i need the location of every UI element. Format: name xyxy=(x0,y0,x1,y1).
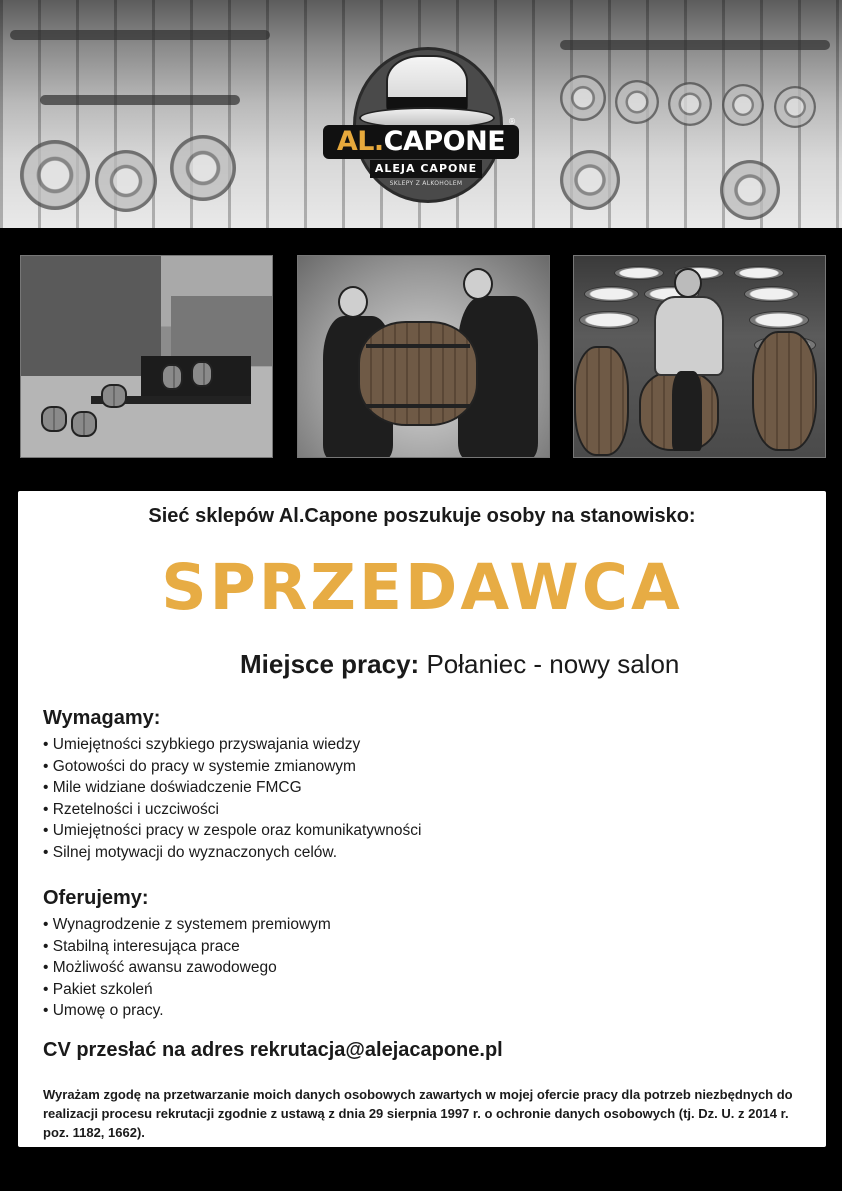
logo-wordmark: AL.CAPONE xyxy=(323,125,519,159)
position-title: SPRZEDAWCA xyxy=(161,551,683,624)
location-value: Połaniec - nowy salon xyxy=(426,649,680,679)
header-barrel xyxy=(20,140,90,210)
photo-man-on-barrels xyxy=(573,255,826,458)
cv-contact-line: CV przesłać na adres rekrutacja@alejacapone.pl xyxy=(43,1039,503,1061)
header-barrel xyxy=(560,150,620,210)
list-item: • Pakiet szkoleń xyxy=(43,980,153,998)
logo-subtitle: ALEJA CAPONE xyxy=(370,160,482,178)
header-barrel xyxy=(615,80,659,124)
offer-list xyxy=(43,914,331,1022)
list-item: • Umowę o pracy. xyxy=(43,1002,164,1020)
registered-mark: ® xyxy=(508,117,516,126)
header-barrel xyxy=(720,160,780,220)
list-item: • Umiejętności szybkiego przyswajania wiedzy xyxy=(43,736,361,753)
logo-tagline: SKLEPY Z ALKOHOLEM xyxy=(389,180,463,187)
list-item: • Silnej motywacji do wyznaczonych celów. xyxy=(43,843,338,861)
location-label: Miejsce pracy: xyxy=(240,649,420,679)
header-pipe xyxy=(10,30,270,40)
header-pipe xyxy=(560,40,830,50)
list-item: • Mile widziane doświadczenie FMCG xyxy=(43,779,302,797)
offer-title: Oferujemy: xyxy=(43,887,149,909)
header-pipe xyxy=(40,95,240,105)
header-barrel xyxy=(170,135,236,201)
requirements-title: Wymagamy: xyxy=(43,707,161,729)
header-barrel xyxy=(560,75,606,121)
header-barrel xyxy=(774,86,816,128)
job-ad-card xyxy=(18,491,826,1147)
list-item: • Możliwość awansu zawodowego xyxy=(43,959,277,977)
list-item: • Gotowości do pracy w systemie zmianowym xyxy=(43,757,356,775)
header-banner xyxy=(0,0,842,228)
list-item: • Rzetelności i uczciwości xyxy=(43,800,219,818)
header-barrel xyxy=(95,150,157,212)
intro-heading: Sieć sklepów Al.Capone poszukuje osoby na stanowisko: xyxy=(148,505,696,527)
gdpr-consent-text: Wyrażam zgodę na przetwarzanie moich danych osobowych zawartych w mojej ofercie pracy dla potrzeb niezbędnych do realizacji procesu rekrutacji zgodnie z ustawą z dnia 29 sierpnia 1997 r. o ochronie danych osobowych (tj. Dz. U. z 2014 r. poz. 1182, 1662). xyxy=(43,1087,793,1140)
header-barrel xyxy=(722,84,764,126)
brand-logo xyxy=(323,45,519,203)
list-item: • Stabilną interesująca prace xyxy=(43,937,240,955)
requirements-list xyxy=(43,734,421,864)
work-location xyxy=(240,649,679,680)
list-item: • Umiejętności pracy w zespole oraz komunikatywności xyxy=(43,822,422,840)
header-barrel xyxy=(668,82,712,126)
photo-men-rolling-barrel xyxy=(297,255,550,458)
list-item: • Wynagrodzenie z systemem premiowym xyxy=(43,916,331,933)
photo-truck-barrels xyxy=(20,255,273,458)
